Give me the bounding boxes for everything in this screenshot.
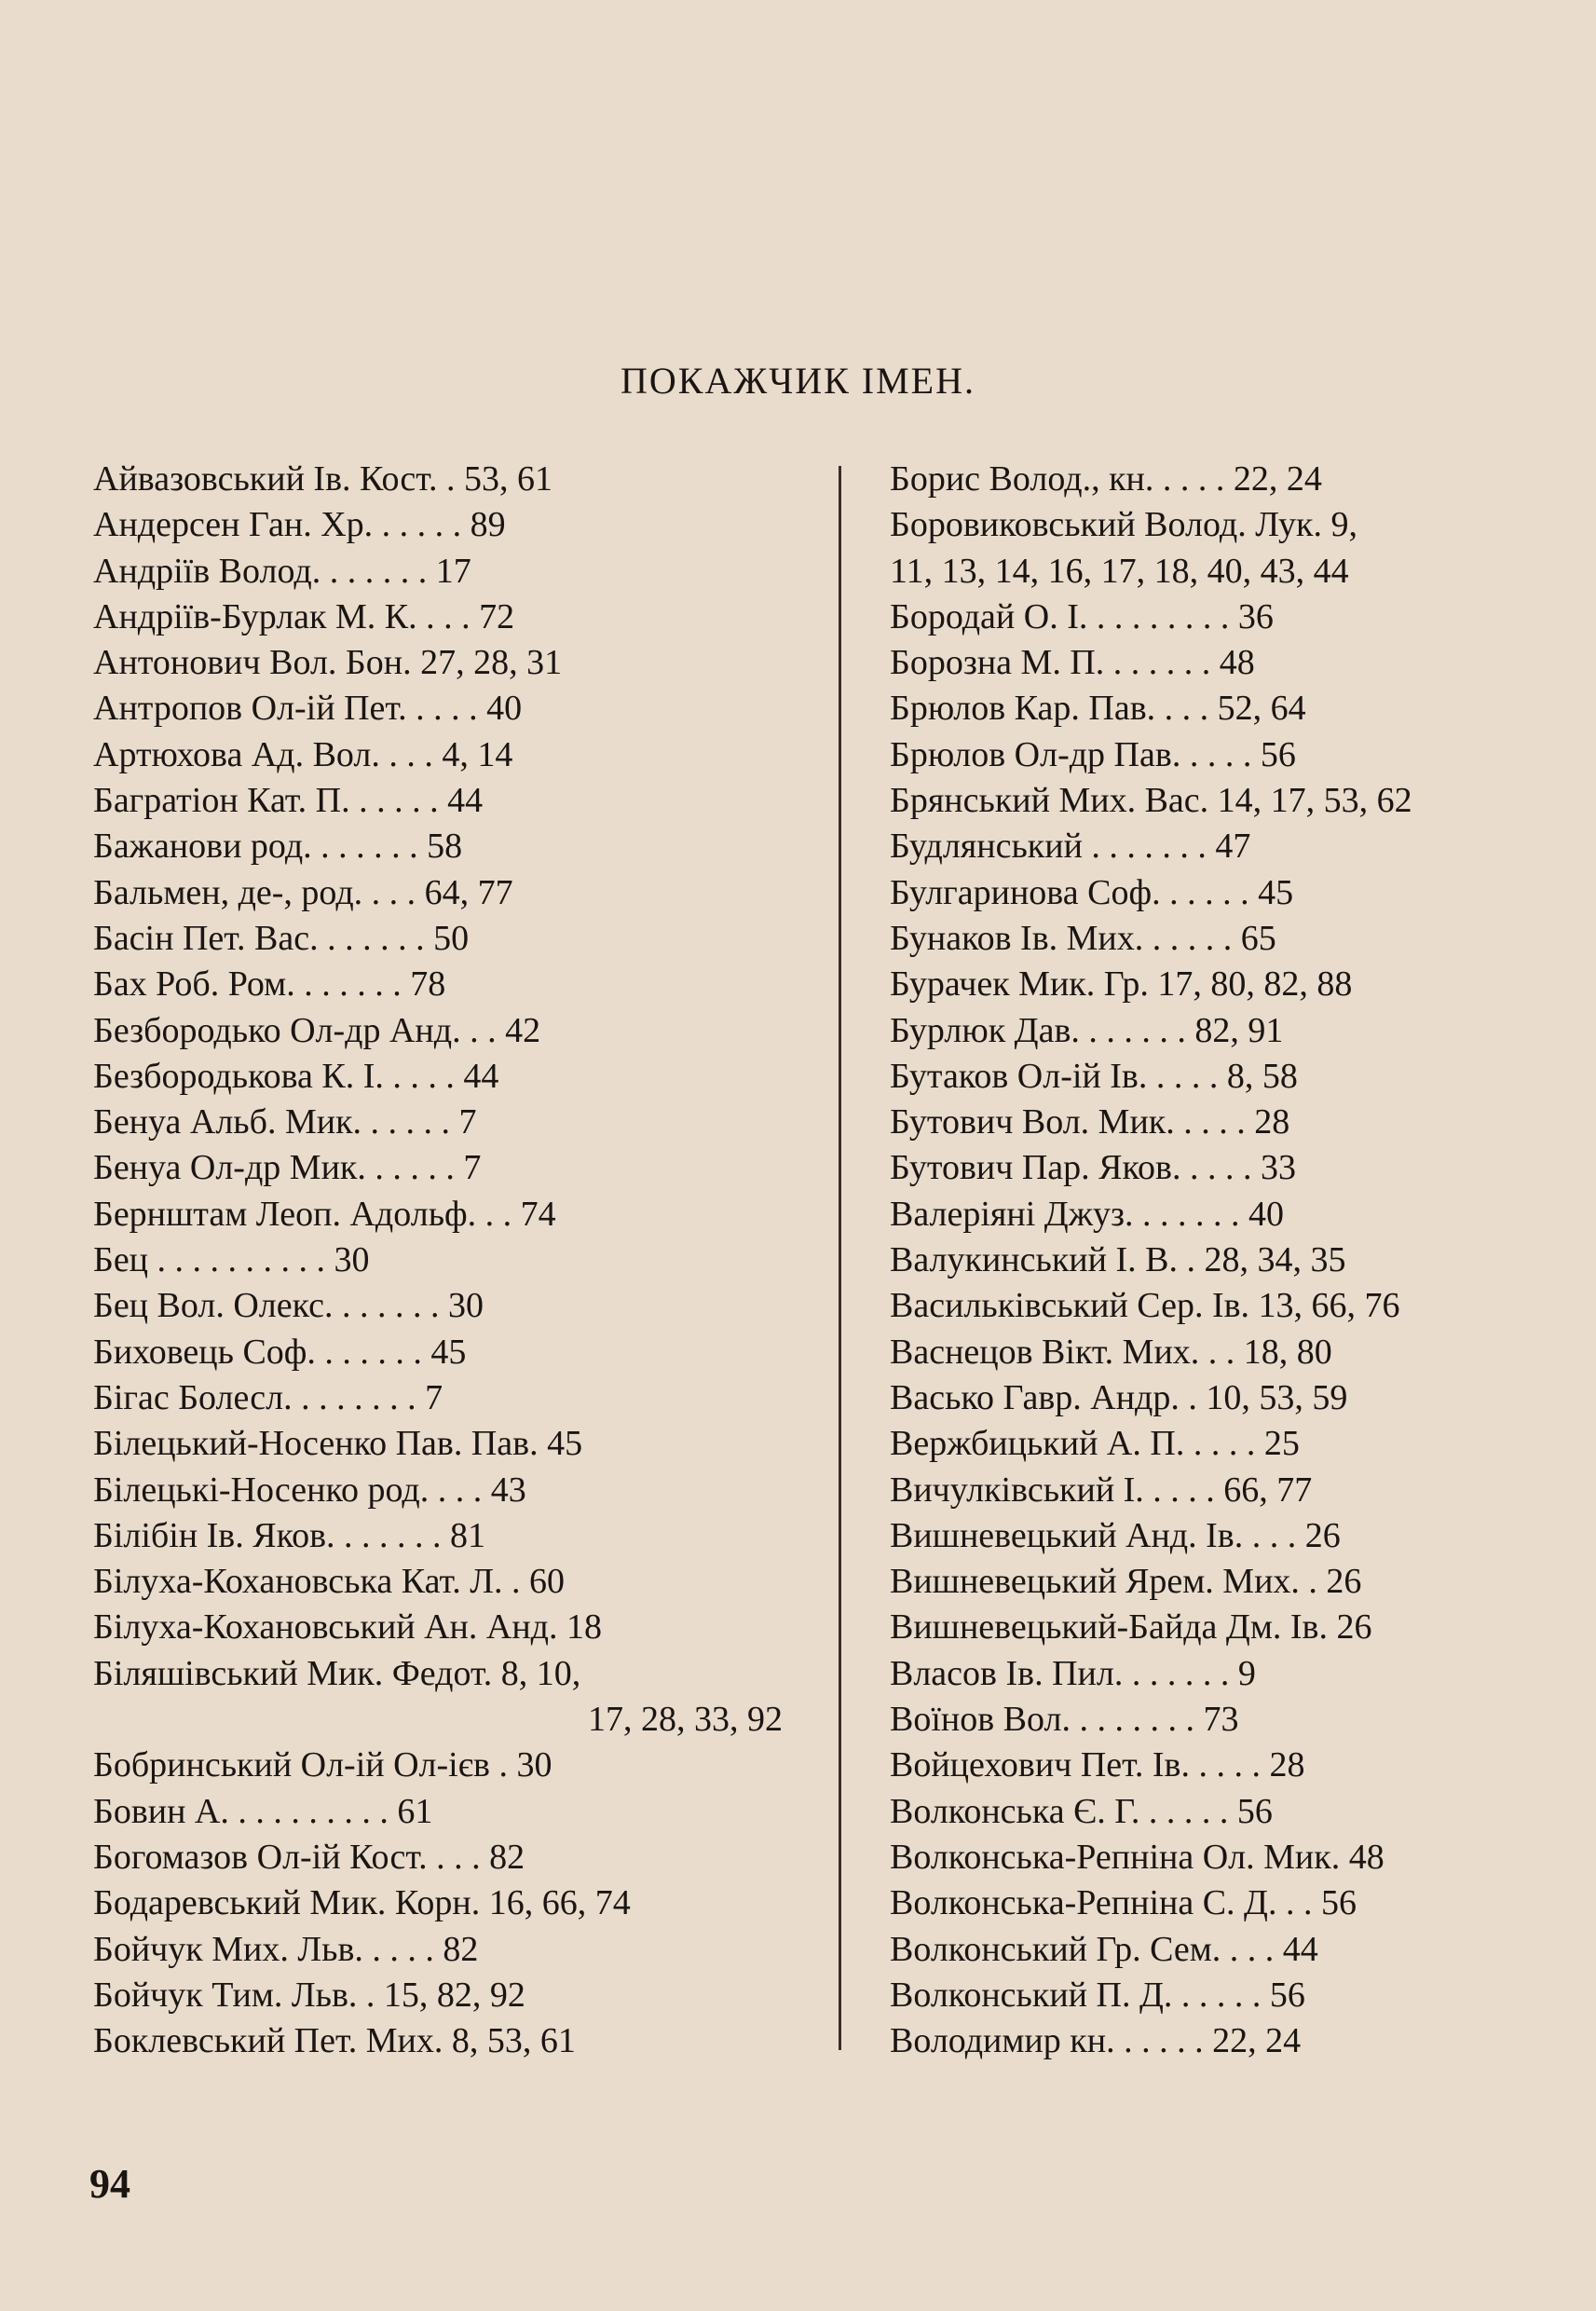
column-divider [839,466,841,2050]
index-entry: Вишневецький Ярем. Мих. . 26 [890,1562,1362,1602]
index-entry: Бунаков Ів. Мих. . . . . . 65 [890,918,1276,958]
index-column-left [93,457,783,2064]
index-entry: Валукинський І. В. . 28, 34, 35 [890,1240,1346,1280]
index-entry: Вишневецький Анд. Ів. . . . 26 [890,1515,1341,1555]
index-entry: Вишневецький-Байда Дм. Ів. 26 [890,1607,1372,1648]
index-entry: Бовин А. . . . . . . . . . 61 [93,1791,433,1831]
index-entry: Воїнов Вол. . . . . . . . 73 [890,1700,1239,1740]
index-entry: Бурачек Мик. Гр. 17, 80, 82, 88 [890,964,1353,1005]
index-entry: Бернштам Леоп. Адольф. . . 74 [93,1194,556,1234]
index-entry: Васько Гавр. Андр. . 10, 53, 59 [890,1377,1348,1417]
index-entry: Бенуа Ол-др Мик. . . . . . 7 [93,1148,482,1188]
index-entry: Брянський Мих. Вас. 14, 17, 53, 62 [890,781,1412,821]
index-entry: Бах Роб. Ром. . . . . . . 78 [93,964,446,1005]
index-entry: Власов Ів. Пил. . . . . . . 9 [890,1653,1256,1693]
index-entry: Білібін Ів. Яков. . . . . . . 81 [93,1515,486,1555]
index-entry: Васильківський Сер. Ів. 13, 66, 76 [890,1286,1400,1326]
index-entry: Антропов Ол-ій Пет. . . . . 40 [93,689,523,729]
index-entry: Білуха-Кохановська Кат. Л. . 60 [93,1562,565,1602]
index-entry: Бодаревський Мик. Корн. 16, 66, 74 [93,1883,631,1923]
index-entry: 17, 28, 33, 92 [588,1700,783,1740]
index-entry: Басін Пет. Вас. . . . . . . 50 [93,918,470,958]
index-entry: Будлянський . . . . . . . 47 [890,827,1251,867]
index-entry: Бойчук Тим. Льв. . 15, 82, 92 [93,1975,525,2015]
index-entry: Волконський Гр. Сем. . . . 44 [890,1929,1318,1969]
index-entry: Борис Волод., кн. . . . . 22, 24 [890,459,1322,499]
page-number: 94 [89,2161,130,2207]
index-entry: Багратіон Кат. П. . . . . . 44 [93,781,484,821]
index-entry: Бажанови род. . . . . . . 58 [93,827,463,867]
index-entry: Білуха-Кохановський Ан. Анд. 18 [93,1607,603,1648]
index-entry: Брюлов Кар. Пав. . . . 52, 64 [890,689,1306,729]
index-entry: Білецькі-Носенко род. . . . 43 [93,1470,526,1510]
index-entry: Бальмен, де-, род. . . . 64, 77 [93,872,513,912]
index-entry: Андерсен Ган. Хр. . . . . . 89 [93,505,506,545]
index-entry: Волконська-Репніна Ол. Мик. 48 [890,1837,1385,1877]
index-entry: Булгаринова Соф. . . . . . 45 [890,872,1294,912]
index-entry: Андріїв-Бурлак М. К. . . . 72 [93,596,515,636]
index-entry: Антонович Вол. Бон. 27, 28, 31 [93,643,563,683]
index-entry: Айвазовський Ів. Кост. . 53, 61 [93,459,553,499]
index-entry: Андріїв Волод. . . . . . . 17 [93,551,471,591]
index-entry: Вержбицький А. П. . . . . 25 [890,1424,1300,1464]
index-entry: Вичулківський І. . . . . 66, 77 [890,1470,1313,1510]
index-entry: 11, 13, 14, 16, 17, 18, 40, 43, 44 [890,551,1349,591]
index-entry: Валеріяні Джуз. . . . . . . 40 [890,1194,1284,1234]
index-entry: Безбородько Ол-др Анд. . . 42 [93,1010,541,1050]
index-entry: Бурлюк Дав. . . . . . . 82, 91 [890,1010,1284,1050]
index-entry: Безбородькова К. І. . . . . 44 [93,1056,499,1096]
index-entry: Васнецов Вікт. Мих. . . 18, 80 [890,1332,1332,1372]
index-entry: Бутович Пар. Яков. . . . . 33 [890,1148,1296,1188]
index-entry: Бігас Болесл. . . . . . . . 7 [93,1377,443,1417]
index-entry: Бойчук Мих. Льв. . . . . 82 [93,1929,479,1969]
index-entry: Борозна М. П. . . . . . . 48 [890,643,1255,683]
index-entry: Бобринський Ол-ій Ол-ієв . 30 [93,1745,552,1785]
index-entry: Боровиковський Волод. Лук. 9, [890,505,1358,545]
index-entry: Біляшівський Мик. Федот. 8, 10, [93,1653,581,1693]
index-entry: Бенуа Альб. Мик. . . . . . 7 [93,1102,477,1142]
index-entry: Бец . . . . . . . . . . 30 [93,1240,370,1280]
index-entry: Бец Вол. Олекс. . . . . . . 30 [93,1286,484,1326]
index-entry: Войцехович Пет. Ів. . . . . 28 [890,1745,1305,1785]
index-entry: Білецький-Носенко Пав. Пав. 45 [93,1424,583,1464]
index-entry: Богомазов Ол-ій Кост. . . . 82 [93,1837,525,1877]
index-entry: Бородай О. І. . . . . . . . . 36 [890,596,1274,636]
index-entry: Боклевський Пет. Мих. 8, 53, 61 [93,2021,576,2061]
index-entry: Волконський П. Д. . . . . . 56 [890,1975,1305,2015]
index-entry: Волконська-Репніна С. Д. . . 56 [890,1883,1357,1923]
index-entry: Володимир кн. . . . . . 22, 24 [890,2021,1302,2061]
index-entry: Волконська Є. Г. . . . . . 56 [890,1791,1273,1831]
index-title: ПОКАЖЧИК ІМЕН. [621,360,975,402]
index-entry: Артюхова Ад. Вол. . . . 4, 14 [93,734,513,774]
index-entry: Брюлов Ол-др Пав. . . . . 56 [890,734,1296,774]
index-entry: Биховець Соф. . . . . . . 45 [93,1332,467,1372]
index-column-right [890,457,1584,2064]
index-entry: Бутович Вол. Мик. . . . . 28 [890,1102,1290,1142]
index-entry: Бутаков Ол-ій Ів. . . . . 8, 58 [890,1056,1298,1096]
